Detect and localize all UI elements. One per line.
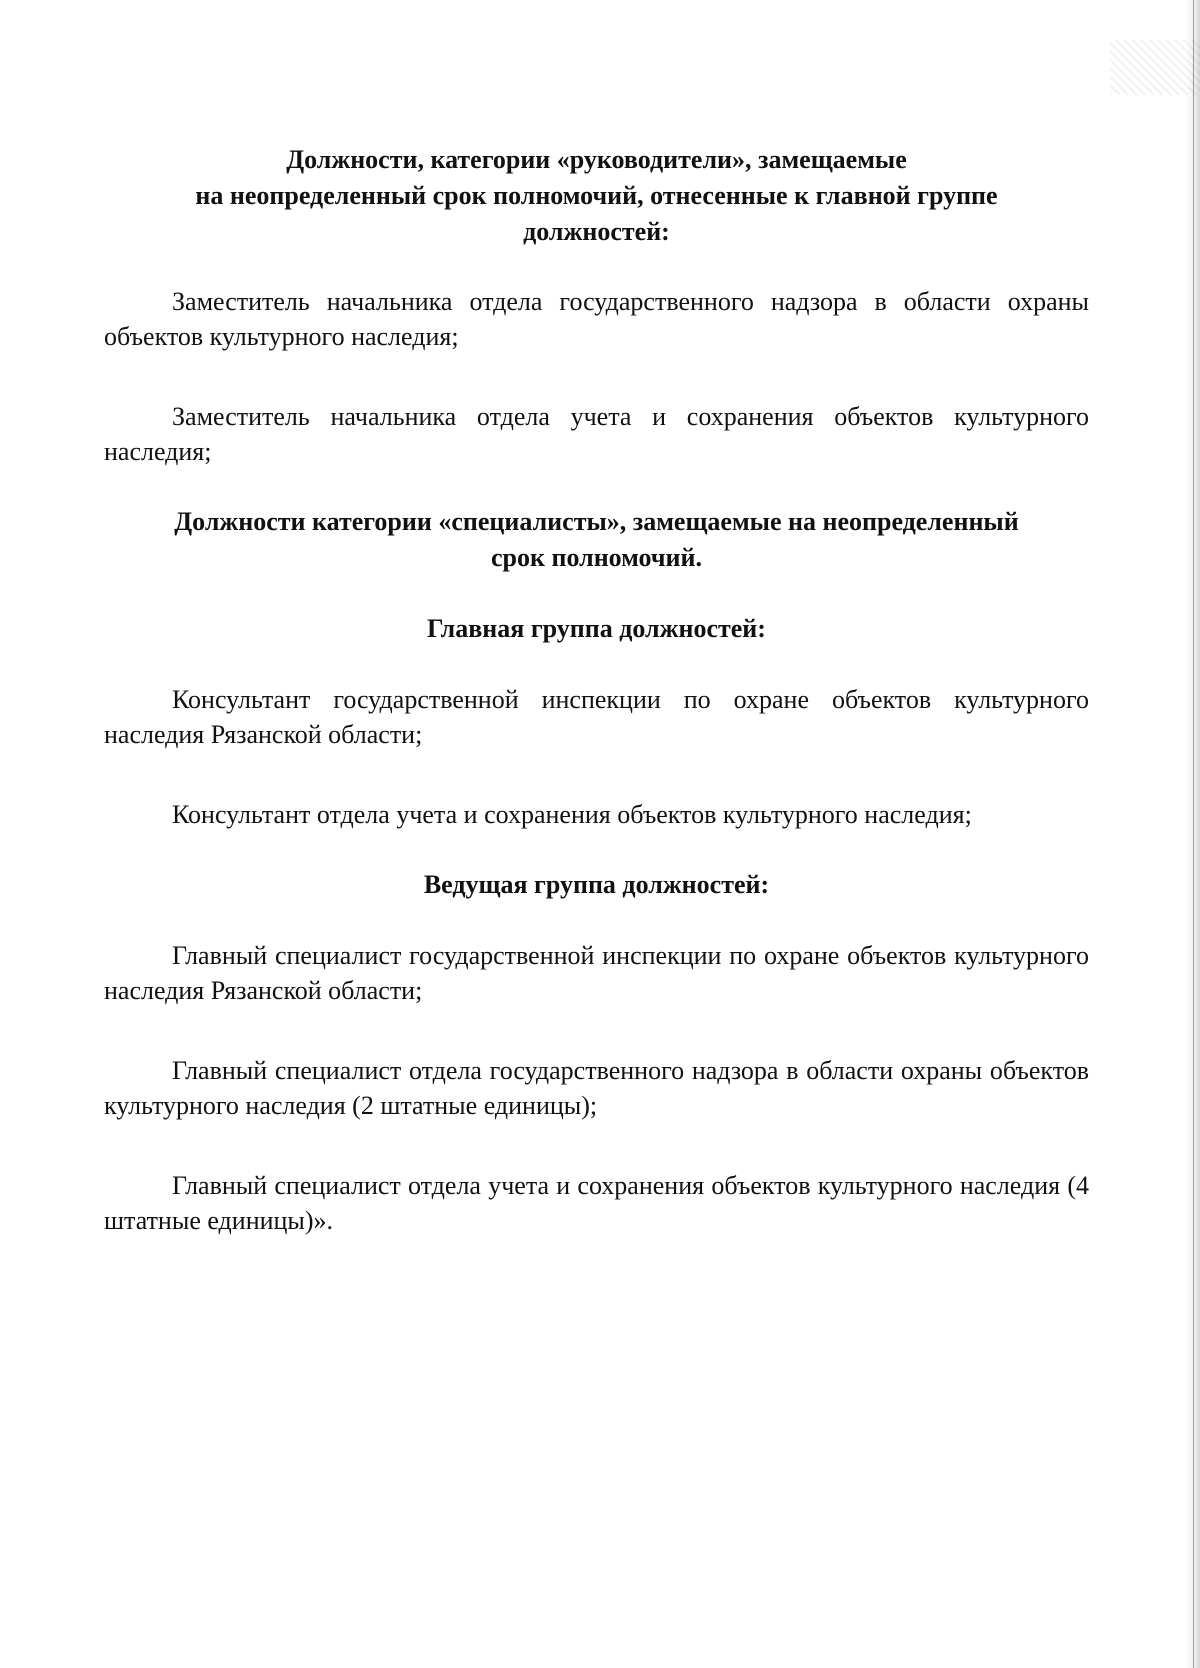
heading-specialists-category xyxy=(104,504,1089,576)
position-paragraph: Главный специалист отдела государственного надзора в области охраны объектов культурного наследия (2 штатные единицы); xyxy=(104,1056,1089,1120)
document-body xyxy=(104,142,1089,1238)
position-paragraph: Заместитель начальника отдела учета и сохранения объектов культурного наследия; xyxy=(104,402,1089,466)
heading-line: срок полномочий. xyxy=(490,543,702,572)
heading-line: Должности категории «специалисты», замещаемые на неопределенный xyxy=(174,507,1019,536)
heading-line: на неопределенный срок полномочий, отнесенные к главной группе xyxy=(195,181,998,210)
position-paragraph: Заместитель начальника отдела государственного надзора в области охраны объектов культурного наследия; xyxy=(104,287,1089,351)
position-paragraph: Консультант государственной инспекции по охране объектов культурного наследия Рязанской области; xyxy=(104,685,1089,749)
heading-lead-group: Ведущая группа должностей: xyxy=(423,870,770,899)
scan-edge-line xyxy=(1193,0,1194,1668)
heading-line: должностей: xyxy=(523,217,670,246)
position-paragraph: Консультант отдела учета и сохранения объектов культурного наследия; xyxy=(172,800,972,829)
heading-main-group: Главная группа должностей: xyxy=(427,614,766,643)
position-paragraph: Главный специалист отдела учета и сохранения объектов культурного наследия (4 штатные единицы)». xyxy=(104,1171,1089,1235)
position-paragraph: Главный специалист государственной инспекции по охране объектов культурного наследия Рязанской области; xyxy=(104,941,1089,1005)
heading-leaders-category xyxy=(104,142,1089,250)
heading-line: Должности, категории «руководители», замещаемые xyxy=(286,145,907,174)
